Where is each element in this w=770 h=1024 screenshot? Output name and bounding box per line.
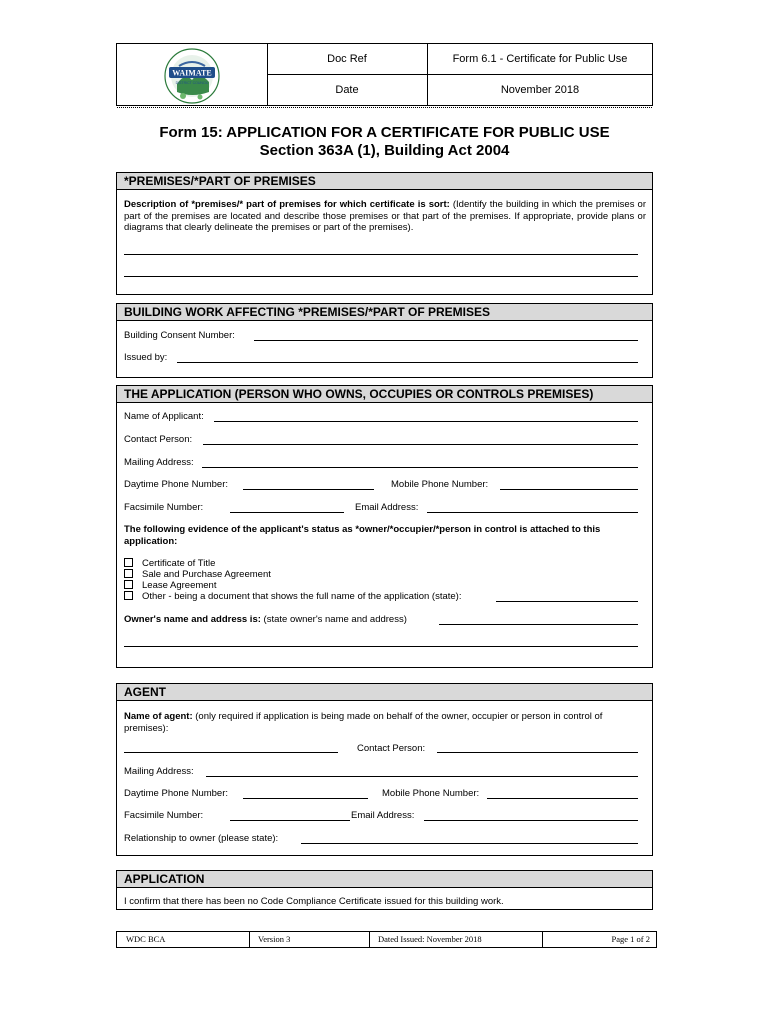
issued-by-label: Issued by: [124, 352, 168, 363]
applicant-name-label: Name of Applicant: [124, 411, 204, 422]
evidence-item-title[interactable] [124, 558, 215, 569]
owner-name-field[interactable] [439, 624, 638, 625]
evidence-item-sale-label: Sale and Purchase Agreement [142, 569, 271, 580]
agent-fax-label: Facsimile Number: [124, 810, 204, 821]
header-dotted-rule [117, 107, 652, 108]
issued-by-field[interactable] [177, 362, 638, 363]
agent-daytime-field[interactable] [243, 798, 368, 799]
evidence-item-other-label: Other - being a document that shows the full name of the application (state): [142, 591, 462, 602]
checkbox-lease[interactable] [124, 580, 133, 589]
agent-name-instruction [124, 711, 646, 734]
premises-section [116, 172, 653, 295]
footer-page-number: Page 1 of 2 [611, 934, 650, 944]
doc-ref-label: Doc Ref [267, 44, 427, 75]
agent-contact-label: Contact Person: [357, 743, 426, 754]
logo-subtext: DISTRICT COUNCIL [175, 81, 209, 85]
agent-name-instruction-rest: (only required if application is being made on behalf of the owner, occupier or person in control of premises): [124, 711, 603, 734]
header-label-column [267, 44, 428, 105]
evidence-item-lease-label: Lease Agreement [142, 580, 217, 591]
email-field[interactable] [427, 512, 638, 513]
agent-email-field[interactable] [424, 820, 638, 821]
mailing-address-label: Mailing Address: [124, 457, 194, 468]
agent-mobile-field[interactable] [487, 798, 638, 799]
confirmation-heading: APPLICATION [117, 871, 652, 888]
premises-description-rest: (Identify the building in which the premises or part of the premises are located and describe those premises or that part of the premises. If appropriate, provide plans or diagrams that clearly delineate the premises or part of the premises). [124, 199, 646, 233]
logo-text: WAIMATE [172, 68, 212, 78]
footer-version: Version 3 [250, 932, 370, 947]
evidence-statement: The following evidence of the applicant's status as *owner/*occupier/*person in control is attached to this application: [124, 524, 601, 547]
agent-email-label: Email Address: [351, 810, 415, 821]
date-value: November 2018 [500, 84, 580, 96]
agent-section [116, 683, 653, 856]
checkbox-other[interactable] [124, 591, 133, 600]
form-subtitle: Section 363A (1), Building Act 2004 [259, 142, 510, 159]
agent-heading: AGENT [117, 684, 652, 701]
evidence-item-sale[interactable] [124, 569, 271, 580]
footer-dated: Dated Issued: November 2018 [370, 932, 543, 947]
confirmation-text: I confirm that there has been no Code Compliance Certificate issued for this building work. [124, 896, 504, 907]
premises-line-1[interactable] [124, 254, 638, 255]
owner-name-label-rest: (state owner's name and address) [260, 614, 407, 625]
owner-name-label [124, 614, 407, 625]
agent-name-instruction-bold: Name of agent: [124, 711, 193, 722]
agent-daytime-label: Daytime Phone Number: [124, 788, 229, 799]
agent-mailing-label: Mailing Address: [124, 766, 194, 777]
premises-heading: *PREMISES/*PART OF PREMISES [117, 173, 652, 190]
premises-description-bold: Description of *premises/* part of premises for which certificate is sort: [124, 199, 450, 210]
premises-description [124, 199, 646, 234]
relationship-label: Relationship to owner (please state): [124, 833, 279, 844]
owner-name-label-bold: Owner's name and address is: [124, 614, 261, 625]
daytime-phone-field[interactable] [243, 489, 374, 490]
date-label: Date [335, 84, 359, 96]
building-work-section [116, 303, 653, 378]
agent-name-field[interactable] [124, 752, 338, 753]
footer-org: WDC BCA [117, 932, 250, 947]
consent-number-label: Building Consent Number: [124, 330, 235, 341]
agent-fax-field[interactable] [230, 820, 350, 821]
application-heading: THE APPLICATION (PERSON WHO OWNS, OCCUPIES OR CONTROLS PREMISES) [117, 386, 652, 403]
page-footer [116, 931, 657, 948]
application-section [116, 385, 653, 668]
agent-mailing-field[interactable] [206, 776, 638, 777]
evidence-item-other[interactable] [124, 591, 461, 602]
doc-ref-value: Form 6.1 - Certificate for Public Use [428, 44, 652, 75]
email-label: Email Address: [355, 502, 419, 513]
council-logo [117, 44, 267, 105]
checkbox-sale[interactable] [124, 569, 133, 578]
facsimile-label: Facsimile Number: [124, 502, 204, 513]
evidence-item-title-label: Certificate of Title [142, 558, 216, 569]
mailing-address-field[interactable] [202, 467, 638, 468]
evidence-item-lease[interactable] [124, 580, 216, 591]
mobile-phone-label: Mobile Phone Number: [391, 479, 489, 490]
form-title: Form 15: APPLICATION FOR A CERTIFICATE FOR PUBLIC USE [159, 124, 610, 141]
owner-address-field[interactable] [124, 646, 638, 647]
logo-cell [117, 44, 268, 105]
daytime-phone-label: Daytime Phone Number: [124, 479, 229, 490]
agent-mobile-label: Mobile Phone Number: [382, 788, 480, 799]
confirmation-section [116, 870, 653, 910]
document-header [116, 43, 653, 106]
agent-contact-field[interactable] [437, 752, 638, 753]
contact-person-field[interactable] [203, 444, 638, 445]
checkbox-title[interactable] [124, 558, 133, 567]
contact-person-label: Contact Person: [124, 434, 193, 445]
applicant-name-field[interactable] [214, 421, 638, 422]
relationship-field[interactable] [301, 843, 638, 844]
consent-number-field[interactable] [254, 340, 638, 341]
premises-line-2[interactable] [124, 276, 638, 277]
other-document-field[interactable] [496, 601, 638, 602]
mobile-phone-field[interactable] [500, 489, 638, 490]
facsimile-field[interactable] [230, 512, 344, 513]
building-work-heading: BUILDING WORK AFFECTING *PREMISES/*PART OF PREMISES [117, 304, 652, 321]
header-value-column [428, 44, 652, 105]
